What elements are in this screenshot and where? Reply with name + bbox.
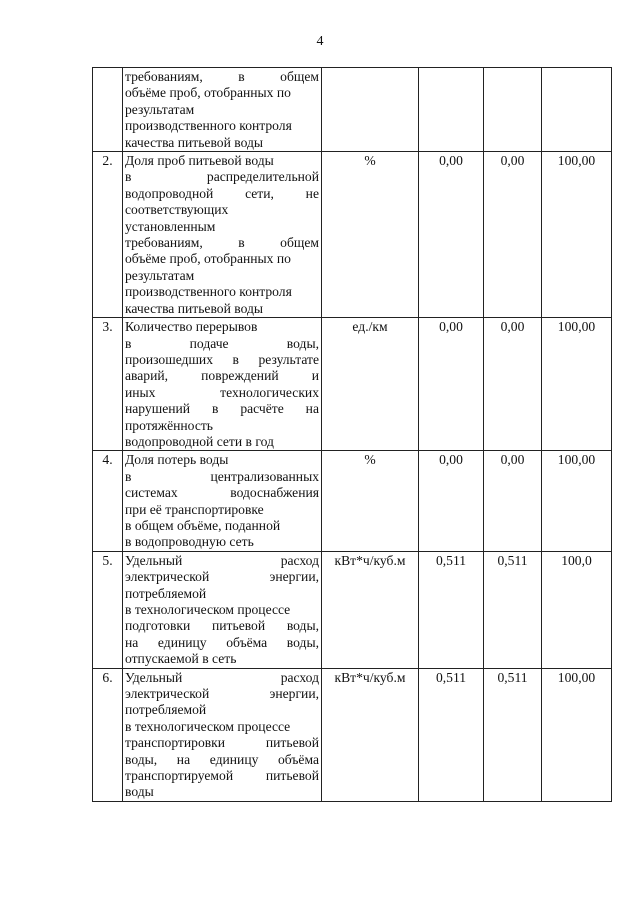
value-cell-3: 100,0 [542, 551, 612, 668]
indicator-name-line: воды, на единицу объёма [125, 751, 319, 767]
indicator-name-line: в водопроводную сеть [125, 534, 254, 550]
unit-cell: % [322, 152, 419, 318]
value-cell-2: 0,511 [484, 668, 542, 801]
indicator-name-line: воды [125, 784, 154, 800]
indicator-name-line: качества питьевой воды [125, 300, 264, 316]
value-cell-1: 0,00 [419, 318, 484, 451]
indicator-name-line: водопроводной сети в год [125, 433, 274, 449]
indicator-name-line: на единицу объёма воды, [125, 634, 319, 650]
row-number [93, 68, 123, 152]
table-row [93, 451, 612, 551]
indicator-name-line: установленным [125, 218, 216, 234]
indicator-name-line: аварий, повреждений и [125, 368, 319, 384]
value-cell-3: 100,00 [542, 152, 612, 318]
indicator-name-line: производственного контроля [125, 118, 292, 134]
indicator-name-line: электрической энергии, [125, 686, 319, 702]
row-number: 2. [93, 152, 123, 318]
indicator-name-line: потребляемой [125, 585, 207, 601]
table-row [93, 551, 612, 668]
indicator-name-line: при её транспортировке [125, 501, 264, 517]
indicator-name-line: результатам [125, 101, 195, 117]
indicator-name-line: в технологическом процессе [125, 718, 291, 734]
value-cell-1: 0,511 [419, 668, 484, 801]
page-number: 4 [316, 34, 324, 49]
indicator-name-line: протяжённость [125, 417, 213, 433]
row-number: 3. [93, 318, 123, 451]
indicator-name-line: Удельный расход [125, 669, 319, 685]
indicator-name-line: произошедших в результате [125, 351, 319, 367]
indicator-name [123, 668, 322, 801]
indicators-table [92, 67, 612, 802]
indicator-name [123, 152, 322, 318]
table-body [93, 68, 612, 802]
value-cell-1: 0,00 [419, 451, 484, 551]
indicator-name-line: в технологическом процессе [125, 602, 291, 617]
indicator-name-line: Доля проб питьевой воды [125, 153, 274, 169]
indicator-name-line: транспортируемой питьевой [125, 768, 319, 784]
value-cell-2 [484, 68, 542, 152]
unit-cell: % [322, 451, 419, 551]
indicator-name-line: в подаче воды, [125, 335, 319, 351]
row-number: 4. [93, 451, 123, 551]
indicator-name-line: требованиям, в общем [125, 235, 319, 251]
indicator-name-line: электрической энергии, [125, 569, 319, 585]
indicator-name-line: в распределительной [125, 169, 319, 185]
value-cell-2: 0,00 [484, 451, 542, 551]
value-cell-2: 0,00 [484, 152, 542, 318]
value-cell-2: 0,00 [484, 318, 542, 451]
table-row [93, 68, 612, 152]
indicator-name-line: Доля потерь воды [125, 452, 229, 468]
value-cell-2: 0,511 [484, 551, 542, 668]
unit-cell: кВт*ч/куб.м [322, 551, 419, 668]
indicator-name [123, 318, 322, 451]
unit-cell [322, 68, 419, 152]
indicator-name-line: объёме проб, отобранных по [125, 85, 291, 101]
row-number: 5. [93, 551, 123, 668]
value-cell-3: 100,00 [542, 668, 612, 801]
unit-cell: ед./км [322, 318, 419, 451]
value-cell-3: 100,00 [542, 318, 612, 451]
indicator-name-line: Удельный расход [125, 552, 319, 568]
indicator-name [123, 551, 322, 668]
indicator-name-line: транспортировки питьевой [125, 735, 319, 751]
value-cell-1 [419, 68, 484, 152]
table-row [93, 318, 612, 451]
row-number: 6. [93, 668, 123, 801]
indicator-name-line: потребляемой [125, 702, 207, 718]
indicator-name-line: требованиям, в общем [125, 69, 319, 84]
indicator-name-line: подготовки питьевой воды, [125, 618, 319, 634]
table-row [93, 152, 612, 318]
indicator-name-line: в общем объёме, поданной [125, 517, 281, 533]
indicator-name-line: соответствующих [125, 202, 229, 218]
indicator-name [123, 68, 322, 152]
table-row [93, 668, 612, 801]
indicator-name-line: объёме проб, отобранных по [125, 251, 291, 267]
indicator-name-line: производственного контроля [125, 284, 292, 300]
value-cell-3 [542, 68, 612, 152]
unit-cell: кВт*ч/куб.м [322, 668, 419, 801]
indicator-name-line: в централизованных [125, 468, 319, 484]
indicator-name-line: отпускаемой в сеть [125, 651, 237, 667]
indicator-name-line: Количество перерывов [125, 319, 258, 335]
indicator-name-line: водопроводной сети, не [125, 185, 319, 201]
indicator-name-line: иных технологических [125, 384, 319, 400]
indicator-name-line: качества питьевой воды [125, 134, 264, 150]
indicator-name-line: результатам [125, 267, 195, 283]
value-cell-1: 0,511 [419, 551, 484, 668]
indicator-name-line: системах водоснабжения [125, 485, 319, 501]
value-cell-1: 0,00 [419, 152, 484, 318]
value-cell-3: 100,00 [542, 451, 612, 551]
indicator-name [123, 451, 322, 551]
indicator-name-line: нарушений в расчёте на [125, 401, 319, 417]
